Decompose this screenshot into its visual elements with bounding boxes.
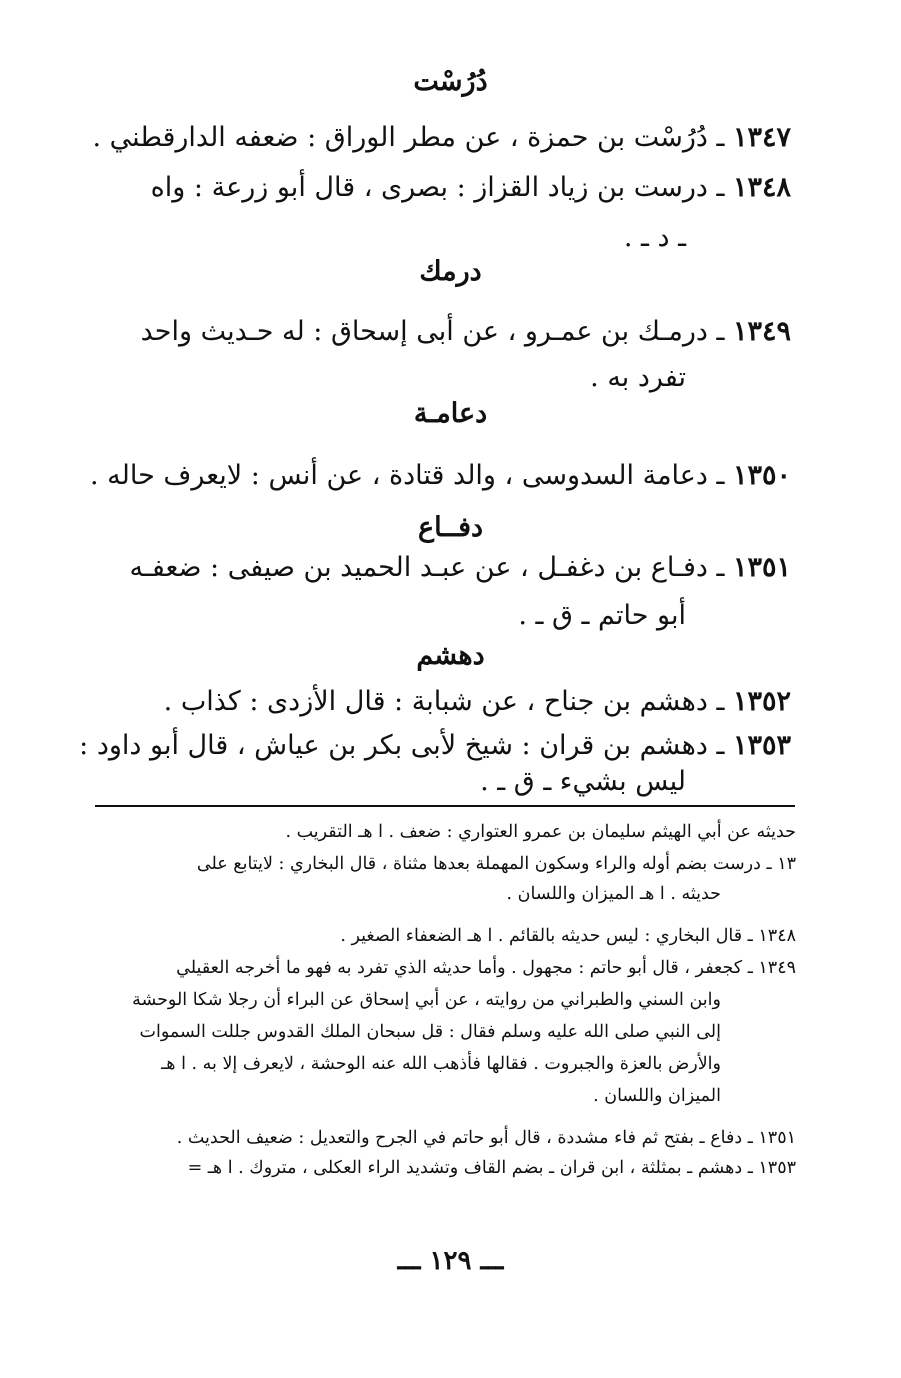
entry-1350 (89, 456, 791, 496)
entry-number: ١٣٤٧ (732, 122, 791, 153)
entry-number: ١٣٥٠ (732, 460, 791, 491)
entry-1351 (111, 548, 791, 588)
entry-text: ـ درمـك بن عمـرو ، عن أبى إسحاق : له حـديث واحد (140, 316, 725, 347)
footnote-1349-line5: الميزان واللسان . (593, 1086, 721, 1106)
entry-text: ـ درست بن زياد القزاز : بصرى ، قال أبو زرعة : واه (150, 172, 725, 203)
section-heading-daama: دعامـة (413, 398, 488, 429)
entry-text: ـ دفـاع بن دغفـل ، عن عبـد الحميد بن صيفى : ضعفـه (129, 552, 725, 583)
entry-text: ـ دُرُسْت بن حمزة ، عن مطر الوراق : ضعفه الدارقطني . (92, 122, 725, 153)
footnote-1353: ١٣٥٣ ـ دهشم ـ بمثلثة ، ابن قران ـ بضم القاف وتشديد الراء العكلى ، متروك . ا هـ = (187, 1158, 796, 1178)
section-heading-durust: دُرُسْت (413, 66, 488, 97)
page-number: ـــ ١٢٩ ـــ (397, 1246, 504, 1276)
footnote-13: ١٣ ـ درست بضم أوله والراء وسكون المهملة بعدها مثناة ، قال البخاري : لايتابع على (196, 854, 796, 874)
entry-number: ١٣٥١ (732, 552, 791, 583)
entry-1347 (92, 118, 791, 158)
entry-1352 (111, 682, 791, 722)
entry-1351-continuation: أبو حاتم ـ ق ـ . (518, 600, 686, 631)
footnote-1349: ١٣٤٩ ـ كجعفر ، قال أبو حاتم : مجهول . وأما حديثه الذي تفرد به فهو ما أخرجه العقيلي (176, 958, 796, 978)
footnote-1348: ١٣٤٨ ـ قال البخاري : ليس حديثه بالقائم . ا هـ الضعفاء الصغير . (340, 926, 796, 946)
footnote-line: حديثه عن أبي الهيثم سليمان بن عمرو العتواري : ضعف . ا هـ التقريب . (285, 822, 796, 842)
entry-1348-continuation: ـ د ـ . (623, 222, 686, 253)
entry-number: ١٣٤٩ (732, 316, 791, 347)
entry-number: ١٣٥٢ (732, 686, 791, 717)
entry-1349-continuation: تفرد به . (590, 362, 686, 393)
entry-1349 (111, 312, 791, 352)
entry-number: ١٣٥٣ (732, 730, 791, 761)
footnote-1349-line4: والأرض بالعزة والجبروت . فقالها فأذهب الله عنه الوحشة ، لايعرف إلا به . ا هـ (161, 1054, 721, 1074)
entry-text: ـ دعامة السدوسى ، والد قتادة ، عن أنس : لايعرف حاله . (89, 460, 725, 491)
footnote-13-continuation: حديثه . ا هـ الميزان واللسان . (506, 884, 721, 904)
entry-1348 (111, 168, 791, 208)
entry-text: ـ دهشم بن قران : شيخ لأبى بكر بن عياش ، قال أبو داود : (79, 730, 725, 761)
footnote-1351: ١٣٥١ ـ دفاع ـ بفتح ثم فاء مشددة ، قال أبو حاتم في الجرح والتعديل : ضعيف الحديث . (176, 1128, 796, 1148)
footnote-1349-line3: إلى النبي صلى الله عليه وسلم فقال : قل سبحان الملك القدوس جللت السموات (139, 1022, 721, 1042)
entry-1353-continuation: ليس بشيء ـ ق ـ . (480, 766, 686, 797)
entry-text: ـ دهشم بن جناح ، عن شبابة : قال الأزدى : كذاب . (163, 686, 725, 717)
footnote-1349-line2: وابن السني والطبراني من روايته ، عن أبي إسحاق عن البراء أن رجلا شكا الوحشة (132, 990, 721, 1010)
section-heading-daffa: دفــاع (417, 512, 484, 543)
section-heading-dahsham: دهشم (416, 640, 485, 671)
section-heading-darmak: درمك (419, 256, 482, 287)
footnote-divider (95, 805, 795, 807)
entry-number: ١٣٤٨ (732, 172, 791, 203)
entry-1353 (79, 726, 791, 766)
